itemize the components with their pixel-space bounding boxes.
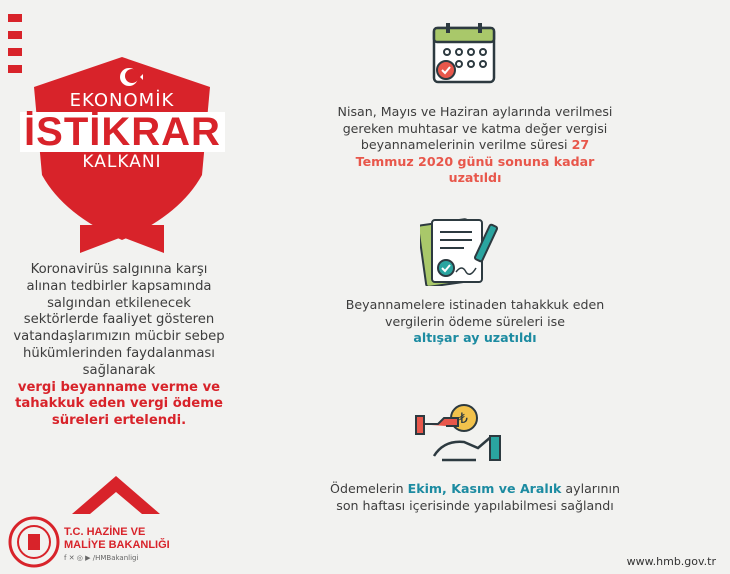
social-handle: /HMBakanligi <box>92 554 139 562</box>
website-url[interactable]: www.hmb.gov.tr <box>626 555 716 568</box>
item-2-body: Beyannamelere istinaden tahakkuk eden vergilerin ödeme süreleri ise <box>345 297 605 329</box>
svg-text:₺: ₺ <box>459 411 468 427</box>
social-icons: f ✕ ◎ ▶ <box>64 554 91 562</box>
title-line-3: KALKANI <box>82 152 162 172</box>
item-2-text <box>330 297 620 347</box>
item-3-highlight: Ekim, Kasım ve Aralık <box>407 481 562 496</box>
ministry-line-1: T.C. HAZİNE VE <box>64 526 146 538</box>
left-description <box>12 262 226 430</box>
document-pen-icon <box>420 214 500 286</box>
ministry-name <box>64 526 170 552</box>
left-body: Koronavirüs salgınına karşı alınan tedbirler kapsamında salgından etkilenecek sektörlerde faaliyet gösteren vatandaşlarımızın mücbir sebep hükümlerinden faydalanması sağlanarak <box>13 262 225 378</box>
decorative-stripes <box>8 14 22 82</box>
calendar-icon <box>432 22 496 84</box>
social-links <box>64 554 138 562</box>
chevron-up-icon <box>72 474 160 514</box>
item-2-highlight: altışar ay uzatıldı <box>413 330 537 345</box>
title-line-1: EKONOMİK <box>69 90 175 111</box>
item-1-body: Nisan, Mayıs ve Haziran aylarında verilmesi gereken muhtasar ve katma değer vergisi beyannamelerinin verilme süresi <box>337 104 613 152</box>
ministry-seal-icon <box>8 516 60 568</box>
title-line-2: İSTİKRAR <box>20 112 225 152</box>
item-3-after: aylarının son haftası içerisinde yapılabilmesi sağlandı <box>336 481 620 513</box>
item-1-text <box>330 104 620 187</box>
money-hand-icon <box>412 402 504 468</box>
item-3-text <box>330 481 620 514</box>
ministry-line-2: MALİYE BAKANLIĞI <box>64 539 170 551</box>
item-1-highlight: 27 Temmuz 2020 günü sonuna kadar uzatıldı <box>355 137 595 185</box>
website-link[interactable] <box>627 555 716 568</box>
left-highlight: vergi beyanname verme ve tahakkuk eden vergi ödeme süreleri ertelendi. <box>15 379 223 429</box>
item-3-body: Ödemelerin <box>330 481 404 496</box>
